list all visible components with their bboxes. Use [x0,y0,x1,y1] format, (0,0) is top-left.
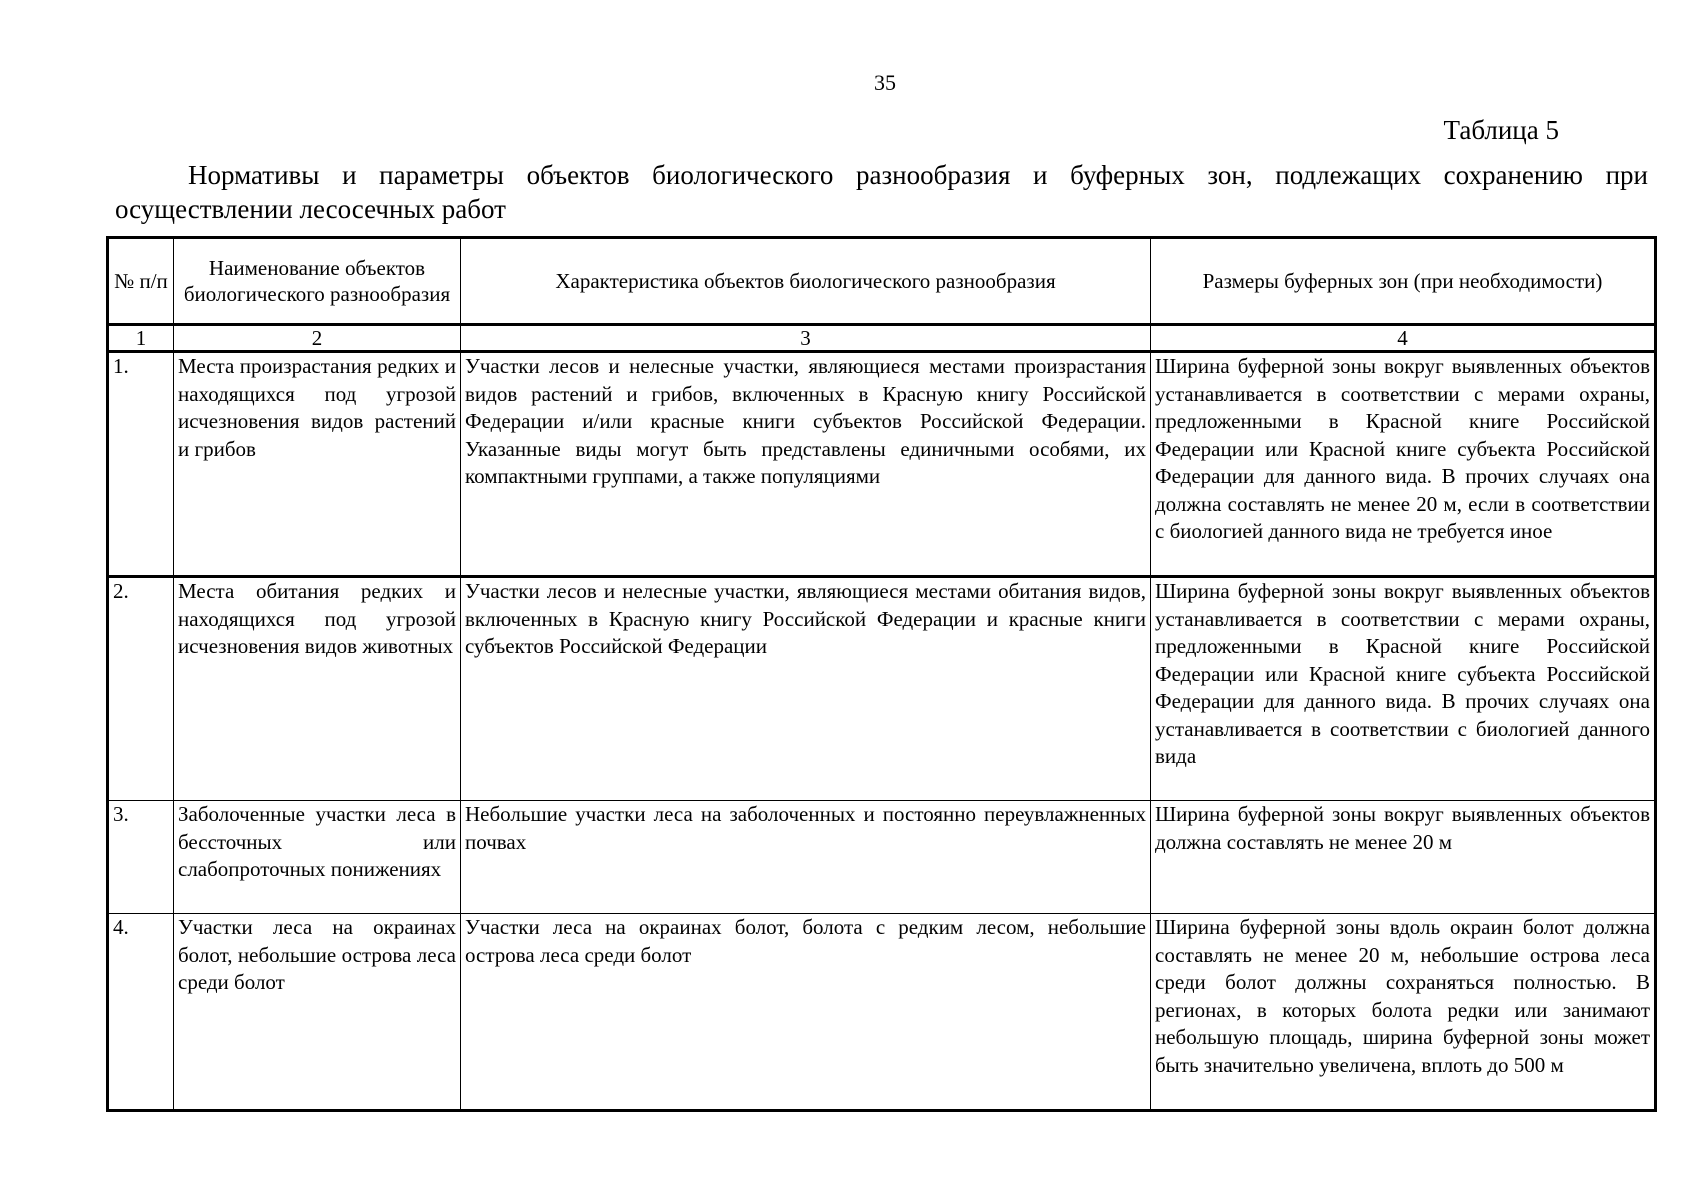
table-row [108,352,1656,577]
header-buffer-size: Размеры буферных зон (при необходимости) [1151,238,1656,325]
column-number: 2 [174,325,461,352]
buffer-zone-size: Ширина буферной зоны вдоль окраин болот должна составлять не менее 20 м, небольшие острова леса среди болот должны сохраняться полностью. В регионах, в которых болота редки или занимают небольшую площадь, ширина буферной зоны может быть значительно увеличена, вплоть до 500 м [1151,914,1656,1111]
table-row [108,577,1656,801]
buffer-zone-size: Ширина буферной зоны вокруг выявленных объектов устанавливается в соответствии с мерами охраны, предложенными в Красной книге Российской Федерации или Красной книге субъекта Российской Федерации для данного вида. В прочих случаях она должна составлять не менее 20 м, если в соответствии с биологией данного вида не требуется иное [1151,352,1656,577]
table-row [108,914,1656,1111]
table-label: Таблица 5 [1443,115,1559,145]
object-name: Места произрастания редких и находящихся под угрозой исчезновения видов растений и грибов [174,352,461,577]
object-characteristic: Участки леса на окраинах болот, болота с редким лесом, небольшие острова леса среди болот [461,914,1151,1111]
object-characteristic: Небольшие участки леса на заболоченных и постоянно переувлажненных почвах [461,801,1151,914]
object-characteristic: Участки лесов и нелесные участки, являющиеся местами обитания видов, включенных в Красную книгу Российской Федерации и красные книги субъектов Российской Федерации [461,577,1151,801]
header-characteristic: Характеристика объектов биологического разнообразия [461,238,1151,325]
row-number: 1. [108,352,174,577]
header-object-name: Наименование объектов биологического разнообразия [174,238,461,325]
table-header-row [108,238,1656,325]
object-name: Заболоченные участки леса в бессточных или слабопроточных понижениях [174,801,461,914]
table-row [108,801,1656,914]
column-number: 3 [461,325,1151,352]
object-name: Места обитания редких и находящихся под угрозой исчезновения видов животных [174,577,461,801]
row-number: 4. [108,914,174,1111]
column-number: 4 [1151,325,1656,352]
document-heading: Нормативы и параметры объектов биологического разнообразия и буферных зон, подлежащих сохранению при осуществлении лесосечных работ [115,160,1648,224]
object-name: Участки леса на окраинах болот, небольшие острова леса среди болот [174,914,461,1111]
column-number-row [108,325,1656,352]
column-number: 1 [108,325,174,352]
buffer-zone-size: Ширина буферной зоны вокруг выявленных объектов должна составлять не менее 20 м [1151,801,1656,914]
header-number: № п/п [108,238,174,325]
object-characteristic: Участки лесов и нелесные участки, являющиеся местами произрастания видов растений и грибов, включенных в Красную книгу Российской Федерации и/или красные книги субъектов Российской Федерации. Указанные виды могут быть представлены единичными особями, их компактными группами, а также популяциями [461,352,1151,577]
row-number: 2. [108,577,174,801]
page-number: 35 [874,70,896,95]
norms-table [106,236,1657,1112]
row-number: 3. [108,801,174,914]
buffer-zone-size: Ширина буферной зоны вокруг выявленных объектов устанавливается в соответствии с мерами охраны, предложенными в Красной книге Российской Федерации или Красной книге субъекта Российской Федерации для данного вида. В прочих случаях она устанавливается в соответствии с биологией данного вида [1151,577,1656,801]
